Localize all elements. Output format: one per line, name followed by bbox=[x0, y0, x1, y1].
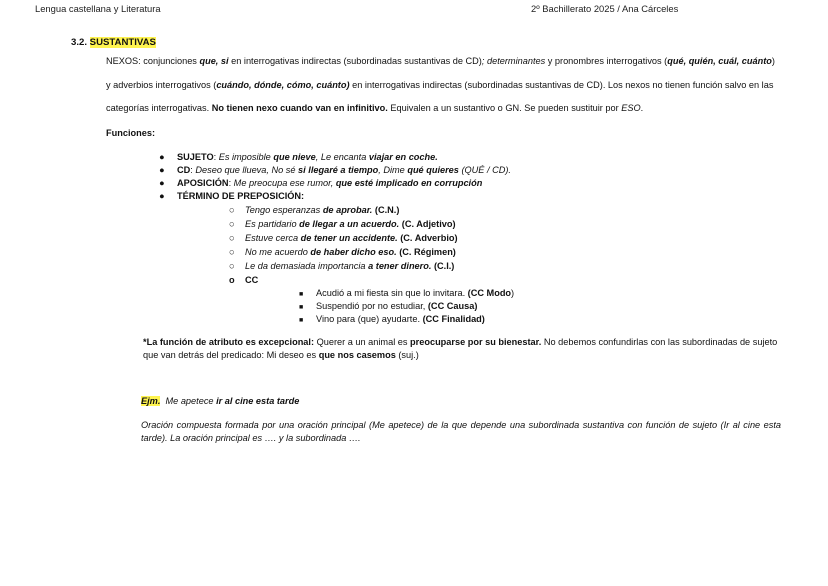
funciones-label: Funciones: bbox=[106, 128, 156, 138]
function-label: CD bbox=[177, 165, 191, 175]
item-text: (CC Finalidad) bbox=[422, 314, 485, 324]
item-text: que nieve bbox=[273, 152, 316, 162]
circle-bullet-icon: o bbox=[229, 275, 235, 285]
list-item-cc-causa bbox=[299, 301, 477, 311]
item-text: si llegaré a tiempo bbox=[298, 165, 379, 175]
list-item-termino-ci bbox=[229, 261, 454, 271]
nexos-paragraph bbox=[106, 50, 778, 121]
list-item-cc-modo bbox=[299, 288, 514, 298]
example-text: ir al cine esta tarde bbox=[216, 396, 300, 406]
item-text: (C.N.) bbox=[372, 205, 400, 215]
nexos-text: en interrogativas indirectas (subordinadas sustantivas de CD). Los nexos no tienen función salvo en las categorías interrogativas. bbox=[106, 79, 774, 113]
example-label: Ejm. bbox=[141, 396, 161, 406]
item-text: , Le encanta bbox=[315, 152, 369, 162]
item-text: de aprobar. bbox=[322, 205, 373, 215]
example-line bbox=[141, 396, 299, 406]
item-text: Vino para (que) ayudarte. bbox=[316, 314, 423, 324]
item-text: Suspendió por no estudiar, bbox=[316, 301, 428, 311]
function-label: SUJETO bbox=[177, 152, 214, 162]
list-item-termino-cn bbox=[229, 205, 399, 215]
list-item-cc-finalidad bbox=[299, 314, 485, 324]
item-text: (C.I.) bbox=[431, 261, 455, 271]
function-label: APOSICIÓN bbox=[177, 178, 229, 188]
list-item-termino-cadj bbox=[229, 219, 456, 229]
nexos-text: y pronombres interrogativos ( bbox=[545, 56, 668, 66]
nexos-text: Equivalen a un sustantivo o GN. Se pueden sustituir por bbox=[387, 103, 622, 113]
list-item-cc bbox=[229, 275, 258, 285]
nexos-text: . bbox=[640, 103, 644, 113]
example-explanation: Oración compuesta formada por una oración principal (Me apetece) de la que depende una subordinada sustantiva con función de sujeto (Ir al cine esta tarde). La oración principal es …. y la subordinada …. bbox=[141, 420, 781, 443]
item-text: Es partidario bbox=[245, 219, 300, 229]
nexos-text: conjunciones bbox=[140, 56, 200, 66]
item-text: ) bbox=[511, 288, 515, 298]
item-text: , Dime bbox=[378, 165, 408, 175]
item-text: viajar en coche. bbox=[368, 152, 438, 162]
circle-bullet-icon: ○ bbox=[229, 219, 235, 229]
bullet-icon: ● bbox=[159, 178, 165, 188]
nexos-text: qué, quién, cuál, cuánto bbox=[667, 56, 772, 66]
note-text: *La función de atributo es excepcional: bbox=[143, 337, 315, 347]
item-text: Estuve cerca bbox=[245, 233, 301, 243]
header-course: Lengua castellana y Literatura bbox=[35, 3, 161, 14]
nexos-text: cuándo, dónde, cómo, cuánto) bbox=[216, 79, 350, 90]
example-text: Me apetece bbox=[160, 396, 217, 406]
nexos-text: ) y adverbios interrogativos ( bbox=[106, 56, 775, 90]
atributo-note bbox=[143, 336, 781, 362]
note-text: que nos casemos bbox=[318, 350, 396, 360]
list-item-termino bbox=[159, 191, 304, 201]
item-text: Le da demasiada importancia bbox=[245, 261, 369, 271]
note-text: (suj.) bbox=[395, 350, 419, 360]
nexos-text: ; determinantes bbox=[481, 56, 546, 66]
item-text: que esté implicado en corrupción bbox=[335, 178, 483, 188]
item-text: Es imposible bbox=[218, 152, 274, 162]
section-title: SUSTANTIVAS bbox=[89, 37, 156, 48]
item-text: Acudió a mi fiesta sin que lo invitara. bbox=[316, 288, 468, 298]
list-item-cd bbox=[159, 165, 511, 175]
item-text: No me acuerdo bbox=[245, 247, 311, 257]
nexos-text: ESO bbox=[621, 103, 641, 113]
list-item-termino-creg bbox=[229, 247, 456, 257]
square-bullet-icon: ■ bbox=[299, 291, 304, 298]
item-text: (C. Adverbio) bbox=[397, 233, 458, 243]
square-bullet-icon: ■ bbox=[299, 304, 304, 311]
nexos-text: No tienen nexo cuando van en infinitivo. bbox=[211, 103, 388, 113]
note-text: Querer a un animal es bbox=[314, 337, 411, 347]
list-item-sujeto bbox=[159, 152, 438, 162]
item-text: Me preocupa ese rumor, bbox=[233, 178, 336, 188]
item-text: (C. Régimen) bbox=[396, 247, 456, 257]
item-text: de tener un accidente. bbox=[300, 233, 398, 243]
list-item-termino-cadv bbox=[229, 233, 458, 243]
list-item-aposicion bbox=[159, 178, 482, 188]
circle-bullet-icon: ○ bbox=[229, 233, 235, 243]
section-number: 3.2. bbox=[71, 37, 90, 48]
item-text: : bbox=[213, 152, 219, 162]
item-text: (QUÉ / CD). bbox=[458, 165, 511, 175]
note-text: preocuparse por su bienestar. bbox=[410, 337, 542, 347]
item-text: Tengo esperanzas bbox=[245, 205, 323, 215]
circle-bullet-icon: ○ bbox=[229, 261, 235, 271]
section-heading bbox=[71, 37, 156, 48]
bullet-icon: ● bbox=[159, 165, 165, 175]
note-text: No debemos confundirlas con las subordinadas de sujeto que van detrás del predicado: Mi deseo es bbox=[143, 337, 778, 360]
item-text: : bbox=[190, 165, 196, 175]
item-text: (CC Modo bbox=[467, 288, 512, 298]
square-bullet-icon: ■ bbox=[299, 317, 304, 324]
bullet-icon: ● bbox=[159, 152, 165, 162]
function-label: TÉRMINO DE PREPOSICIÓN: bbox=[177, 191, 305, 201]
circle-bullet-icon: ○ bbox=[229, 247, 235, 257]
header-author: 2º Bachillerato 2025 / Ana Cárceles bbox=[531, 3, 679, 14]
bullet-icon: ● bbox=[159, 191, 165, 201]
item-text: Deseo que llueva, No sé bbox=[195, 165, 299, 175]
nexos-text: que, si bbox=[199, 56, 229, 66]
function-label: CC bbox=[245, 275, 259, 285]
item-text: de llegar a un acuerdo. bbox=[299, 219, 400, 229]
item-text: (CC Causa) bbox=[427, 301, 478, 311]
nexos-text: en interrogativas indirectas (subordinadas sustantivas de CD) bbox=[228, 56, 482, 66]
item-text: : bbox=[228, 178, 234, 188]
item-text: qué quieres bbox=[407, 165, 459, 175]
item-text: (C. Adjetivo) bbox=[399, 219, 456, 229]
item-text: de haber dicho eso. bbox=[310, 247, 397, 257]
circle-bullet-icon: ○ bbox=[229, 205, 235, 215]
item-text: a tener dinero. bbox=[368, 261, 432, 271]
nexos-label: NEXOS: bbox=[106, 56, 141, 66]
